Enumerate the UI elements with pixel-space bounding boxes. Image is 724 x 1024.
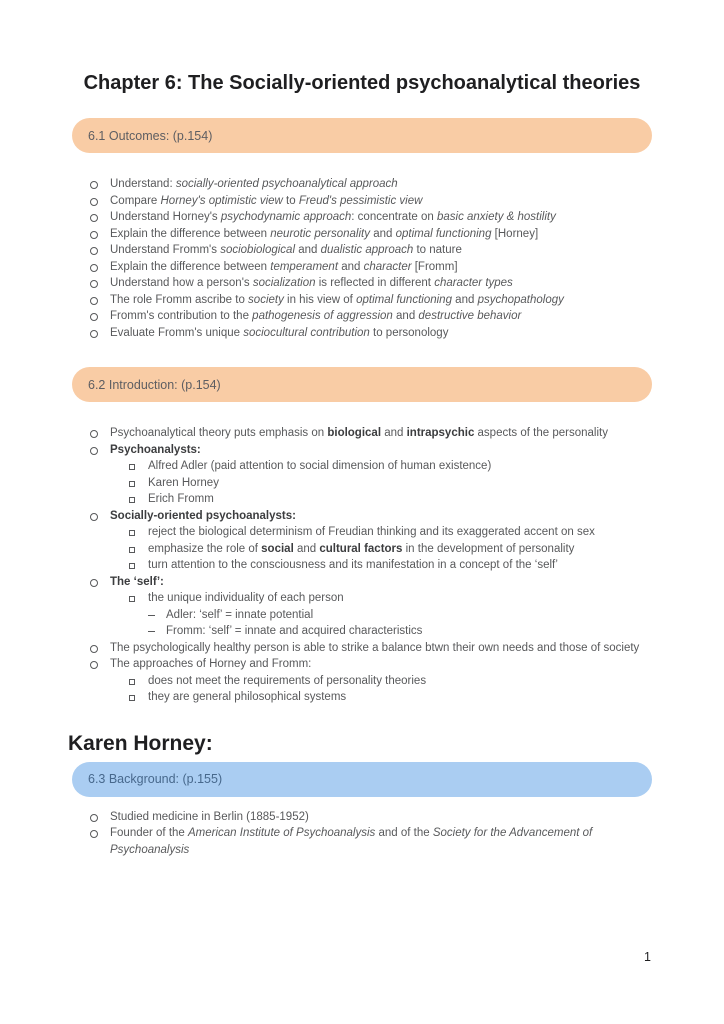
text-segment: Understand how a person's [110, 277, 253, 289]
list-item [72, 809, 652, 826]
text-segment: to [282, 194, 299, 207]
list-item-text [110, 811, 309, 823]
text-segment: Understand Fromm's [110, 244, 221, 256]
dash-bullet-icon [148, 615, 155, 616]
list-item-text [148, 675, 426, 687]
text-segment: [Fromm] [411, 260, 458, 273]
section-header-label: 6.2 Introduction: (p.154) [88, 377, 221, 392]
text-segment: socially-oriented psychoanalytical approach [175, 178, 398, 190]
text-segment: and of the [375, 827, 433, 839]
list-item [72, 557, 652, 574]
square-bullet-icon [129, 563, 135, 569]
list-item-text [110, 827, 592, 856]
square-bullet-icon [129, 695, 135, 701]
text-segment: The role Fromm ascribe to [110, 293, 249, 306]
text-segment: and [293, 542, 320, 555]
bullet-list-6-3-list [72, 809, 652, 859]
circle-bullet-icon [90, 430, 98, 438]
text-segment: to nature [413, 244, 462, 256]
text-segment: temperament [270, 260, 339, 273]
list-item-text [110, 310, 521, 322]
text-segment: optimal functioning [356, 293, 452, 306]
text-segment: American Institute of Psychoanalysis [188, 827, 376, 839]
text-segment: to personology [369, 326, 449, 339]
list-item-text [148, 691, 346, 703]
circle-bullet-icon [90, 181, 98, 189]
list-item [72, 590, 652, 607]
section-header-6-1-header [72, 118, 652, 153]
list-item [72, 574, 652, 591]
text-segment: and [370, 227, 396, 240]
text-segment: turn attention to the consciousness and its manifestation in a concept of the ‘self’ [148, 559, 558, 571]
list-item-text [110, 510, 296, 522]
list-item [72, 541, 652, 558]
text-segment: Psychoanalysts: [110, 443, 201, 456]
text-segment: does not meet the requirements of personality theories [148, 674, 427, 687]
list-item-text [110, 195, 422, 207]
list-item-text [110, 642, 639, 654]
list-item [72, 226, 652, 243]
text-segment: Freud's pessimistic view [298, 194, 423, 207]
text-segment: Socially-oriented psychoanalysts: [110, 509, 296, 522]
list-item-text [148, 592, 344, 604]
circle-bullet-icon [90, 280, 98, 288]
text-segment: Explain the difference between [110, 260, 271, 273]
list-item-text [148, 559, 558, 571]
list-item-text [148, 460, 491, 472]
text-segment: character types [434, 277, 513, 289]
square-bullet-icon [129, 497, 135, 503]
text-segment: pathogenesis of aggression [252, 310, 393, 322]
circle-bullet-icon [90, 231, 98, 239]
list-item [72, 275, 652, 292]
circle-bullet-icon [90, 830, 98, 838]
text-segment: and [451, 293, 478, 306]
list-item [72, 442, 652, 459]
bullet-list-6-2-list [72, 425, 652, 706]
text-segment: The ‘self’: [110, 575, 164, 588]
list-item-text [166, 625, 422, 637]
subject-heading-karen-horney-heading: Karen Horney: [68, 731, 213, 755]
text-segment: intrapsychic [406, 427, 475, 439]
text-segment: psychopathology [477, 293, 564, 306]
text-segment: sociocultural contribution [243, 326, 370, 339]
square-bullet-icon [129, 679, 135, 685]
list-item-text [148, 477, 219, 489]
text-segment: psychodynamic approach [220, 211, 352, 223]
list-item-text [110, 261, 458, 273]
text-segment: and [381, 427, 407, 439]
list-item [72, 656, 652, 673]
page-number: 1 [644, 950, 651, 964]
text-segment: sociobiological [220, 244, 295, 256]
text-segment: Fromm: ‘self’ = innate and acquired characteristics [166, 625, 423, 637]
list-item-text [148, 493, 214, 505]
list-item-text [110, 444, 201, 456]
list-item [72, 325, 652, 342]
list-item-text [110, 178, 398, 190]
list-item [72, 209, 652, 226]
text-segment: The approaches of Horney and Fromm: [110, 658, 312, 670]
circle-bullet-icon [90, 814, 98, 822]
text-segment: [Horney] [491, 227, 539, 240]
circle-bullet-icon [90, 447, 98, 455]
circle-bullet-icon [90, 579, 98, 587]
section-header-label: 6.1 Outcomes: (p.154) [88, 128, 213, 143]
list-item [72, 242, 652, 259]
list-item [72, 825, 652, 858]
text-segment: Compare [110, 194, 161, 207]
list-item [72, 176, 652, 193]
text-segment: : concentrate on [351, 211, 437, 223]
list-item [72, 508, 652, 525]
list-item-text [148, 526, 595, 538]
circle-bullet-icon [90, 313, 98, 321]
section-header-6-3-header [72, 762, 652, 797]
text-segment: Erich Fromm [148, 493, 214, 505]
list-item [72, 193, 652, 210]
text-segment: in his view of [283, 293, 357, 306]
circle-bullet-icon [90, 330, 98, 338]
text-segment: Alfred Adler (paid attention to social dimension of human existence) [148, 460, 492, 472]
list-item-text [110, 294, 564, 306]
list-item [72, 458, 652, 475]
text-segment: the unique individuality of each person [148, 592, 344, 604]
list-item [72, 475, 652, 492]
circle-bullet-icon [90, 198, 98, 206]
list-item [72, 425, 652, 442]
circle-bullet-icon [90, 297, 98, 305]
text-segment: emphasize the role of [148, 542, 262, 555]
square-bullet-icon [129, 596, 135, 602]
circle-bullet-icon [90, 264, 98, 272]
text-segment: Karen Horney [148, 476, 219, 489]
text-segment: Evaluate Fromm's unique [110, 326, 244, 339]
circle-bullet-icon [90, 645, 98, 653]
list-item-text [148, 543, 574, 555]
text-segment: optimal functioning [395, 227, 492, 240]
text-segment: aspects of the personality [474, 427, 608, 439]
bullet-list-6-1-list [72, 176, 652, 341]
text-segment: Understand Horney's [110, 211, 221, 223]
text-segment: Understand: [110, 178, 176, 190]
document-content [0, 118, 724, 858]
list-item [72, 524, 652, 541]
list-item [72, 292, 652, 309]
square-bullet-icon [129, 547, 135, 553]
square-bullet-icon [129, 464, 135, 470]
text-segment: destructive behavior [418, 310, 522, 322]
list-item [72, 308, 652, 325]
text-segment: basic anxiety & hostility [436, 211, 556, 223]
list-item [72, 689, 652, 706]
text-segment: Studied medicine in Berlin (1885-1952) [110, 810, 309, 823]
circle-bullet-icon [90, 661, 98, 669]
list-item-text [110, 228, 538, 240]
circle-bullet-icon [90, 513, 98, 521]
list-item [72, 640, 652, 657]
text-segment: cultural factors [319, 542, 403, 555]
section-header-6-2-header [72, 367, 652, 402]
circle-bullet-icon [90, 247, 98, 255]
list-item-text [110, 658, 311, 670]
text-segment: and [295, 244, 321, 256]
list-item [72, 673, 652, 690]
list-item-text [110, 427, 608, 439]
text-segment: socialization [252, 277, 316, 289]
square-bullet-icon [129, 530, 135, 536]
page-title: Chapter 6: The Socially-oriented psychoanalytical theories [83, 72, 641, 94]
list-item [72, 259, 652, 276]
text-segment: and [338, 260, 364, 273]
text-segment: neurotic personality [270, 227, 370, 240]
text-segment: Adler: ‘self’ = innate potential [166, 608, 314, 621]
list-item-text [110, 244, 462, 256]
text-segment: social [261, 542, 294, 555]
text-segment: dualistic approach [320, 244, 414, 256]
circle-bullet-icon [90, 214, 98, 222]
list-item-text [110, 327, 448, 339]
list-item [72, 607, 652, 624]
text-segment: Founder of the [110, 827, 188, 839]
text-segment: Society for the Advancement of Psychoanalysis [110, 827, 593, 856]
text-segment: The psychologically healthy person is able to strike a balance btwn their own needs and those of society [110, 641, 640, 654]
text-segment: they are general philosophical systems [148, 691, 347, 703]
text-segment: character [363, 260, 412, 273]
text-segment: is reflected in different [315, 277, 435, 289]
list-item-text [110, 211, 556, 223]
list-item [72, 623, 652, 640]
dash-bullet-icon [148, 631, 155, 632]
square-bullet-icon [129, 481, 135, 487]
text-segment: in the development of personality [402, 542, 575, 555]
list-item [72, 491, 652, 508]
list-item-text [110, 277, 513, 289]
text-segment: Psychoanalytical theory puts emphasis on [110, 427, 328, 439]
text-segment: Horney's optimistic view [160, 194, 283, 207]
section-header-label: 6.3 Background: (p.155) [88, 772, 223, 786]
text-segment: reject the biological determinism of Freudian thinking and its exaggerated accent on sex [148, 526, 595, 538]
text-segment: Explain the difference between [110, 227, 271, 240]
text-segment: and [392, 310, 419, 322]
list-item-text [166, 609, 313, 621]
text-segment: biological [327, 427, 382, 439]
list-item-text [110, 576, 164, 588]
text-segment: Fromm's contribution to the [110, 310, 253, 322]
text-segment: society [248, 293, 284, 306]
